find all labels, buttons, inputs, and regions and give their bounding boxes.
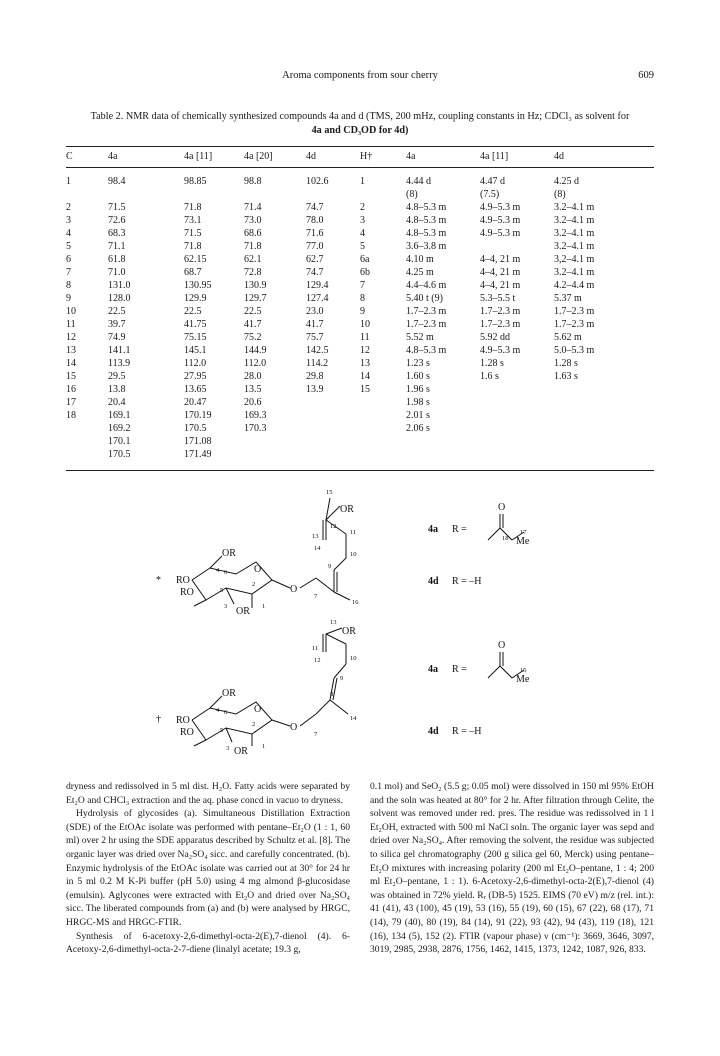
table-cell: 13.65 [184,384,207,395]
table-cell: 4.25 m [406,267,434,278]
table-cell: 41.75 [184,319,207,330]
table-cell: 129.4 [306,280,329,291]
table-cell: 170.3 [244,423,267,434]
table-row [66,267,654,280]
table-cell: 4–4, 21 m [480,254,521,265]
table-cell: 72.6 [108,215,126,226]
table-cell: 13.9 [306,384,324,395]
s2-n6: 6 [224,709,228,716]
paragraph: Hydrolysis of glycosides (a). Simultaneous Distillation Extraction (SDE) of the EtOAc isolate was performed with pentane–Et₂O (1 : 1, 60 ml) over 2 hr using the SDE apparatus described by Schultz et al. [8]. The organic layer was dried over Na₂SO₄ sicc. and carefully concentrated. (b). Enzymic hydrolysis of the EtOAc isolate was carried out at 30° for 24 hr in 5 ml 0.2 M K-Pi buffer (pH 5.0) using 4 mg almond β-glucosidase (emulsin). Aglycones were extracted with Et₂O and dried over Na₂SO₄ sicc. The liberated compounds from (a) and (b) were analysed by HRGC, HRGC-MS and HRGC-FTIR. [66,808,350,928]
table-cell: 74.7 [306,267,324,278]
table-cell: 20.4 [108,397,126,408]
table-cell: 15 [360,384,370,395]
table-cell: 1.7–2.3 m [554,306,595,317]
table-cell: 130.9 [244,280,267,291]
table-cell: 1.7–2.3 m [480,319,521,330]
table-cell: 11 [66,319,76,330]
s1-or-bottom: OR [236,606,250,617]
table-cell: 5.37 m [554,293,582,304]
body-column-left [66,780,350,957]
table-cell: 10 [360,319,370,330]
table-row [66,345,654,358]
s2-n14: 14 [350,715,357,722]
table-cell: 5.62 m [554,332,582,343]
table-cell: 17 [66,397,76,408]
table-cell: 3.2–4.1 m [554,202,595,213]
table-cell: 1 [66,176,71,187]
table-row [66,280,654,293]
table-cell: 12 [66,332,76,343]
s2-ro2: RO [180,727,194,738]
r2a-n15: 15 [520,667,527,674]
table-cell: 5 [360,241,365,252]
s2-n2: 2 [252,721,256,728]
s1-n15: 15 [326,489,333,496]
r1a-n17: 17 [520,529,527,536]
s1-n14: 14 [314,545,321,552]
table-cell: 4.8–5.3 m [406,345,447,356]
caption-line-1: Table 2. NMR data of chemically synthesized compounds 4a and d (TMS, 200 mHz, coupling constants in Hz; CDCl₃ as solvent for [90,111,630,122]
table-cell: 74.9 [108,332,126,343]
table-cell: 62.7 [306,254,324,265]
table-cell: 10 [66,306,76,317]
s1-n6: 6 [224,569,228,576]
r1a-label: 4a [428,524,438,535]
table-cell: 75.15 [184,332,207,343]
s1-n7: 7 [314,593,318,600]
table-cell: 71.1 [108,241,126,252]
table-cell: 171.49 [184,449,212,460]
table-cell: 29.8 [306,371,324,382]
table-cell: 4.8–5.3 m [406,202,447,213]
table-cell: 4–4, 21 m [480,280,521,291]
table-row [66,293,654,306]
s1-ro2: RO [180,587,194,598]
table-row [66,254,654,267]
table-cell: 3,2–4.1 m [554,254,595,265]
body-column-right [370,780,654,957]
structures-figure [0,488,720,778]
table-cell: 1.23 s [406,358,430,369]
table-row [66,176,654,189]
table-caption [66,110,654,138]
r2a-me: Me [516,674,530,685]
s1-o-ring: O [254,564,262,575]
table-row [66,397,654,410]
column-header: 4a [11] [480,151,509,162]
table-cell: 4.9–5.3 m [480,345,521,356]
table-cell: 71.8 [244,241,262,252]
table-cell: 22.5 [184,306,202,317]
table-cell: 22.5 [108,306,126,317]
table-cell: 130.95 [184,280,212,291]
s1-or-top: OR [340,504,354,515]
r2d-req: R = –H [452,726,482,737]
s2-or-top: OR [342,626,356,637]
table-cell: 7 [360,280,365,291]
table-cell: 41.7 [306,319,324,330]
table-cell: 1.98 s [406,397,430,408]
table-row [66,215,654,228]
table-top-rule [66,146,654,147]
table-row [66,189,654,202]
table-row [66,384,654,397]
table-cell: 20.6 [244,397,262,408]
s2-n4: 4 [216,707,220,714]
r2a-req: R = [452,664,467,675]
table-cell: 71.5 [184,228,202,239]
table-cell: 62.1 [244,254,262,265]
table-cell: 23.0 [306,306,324,317]
s1-n4: 4 [216,567,220,574]
table-cell: 169.2 [108,423,131,434]
table-cell: 170.5 [108,449,131,460]
table-cell: 16 [66,384,76,395]
structure2-mark: † [156,714,161,725]
s1-ro: RO [176,575,190,586]
table-header-rule [66,167,654,168]
table-cell: 112.0 [244,358,267,369]
table-cell: 7 [66,267,71,278]
column-header: C [66,151,73,162]
table-cell: 5.92 dd [480,332,510,343]
s1-n11: 11 [350,529,357,536]
s1-n3: 3 [224,603,228,610]
table-row [66,306,654,319]
table-cell: 145.1 [184,345,207,356]
table-cell: 2.01 s [406,410,430,421]
table-cell: 4.4–4.6 m [406,280,447,291]
table-cell: 4.9–5.3 m [480,202,521,213]
table-cell: 3 [66,215,71,226]
table-cell: 13.5 [244,384,262,395]
table-cell: 3.6–3.8 m [406,241,447,252]
structure1-mark: * [156,575,161,586]
table-cell: 4.8–5.3 m [406,215,447,226]
table-cell: 170.5 [184,423,207,434]
table-cell: 8 [360,293,365,304]
table-cell: 28.0 [244,371,262,382]
table-cell: 1.63 s [554,371,578,382]
s2-n11: 11 [312,645,319,652]
r2a-label: 4a [428,664,438,675]
column-header: 4d [306,151,316,162]
table-row [66,202,654,215]
table-cell: 1.7–2.3 m [480,306,521,317]
table-cell: 1.6 s [480,371,499,382]
table-cell: 22.5 [244,306,262,317]
table-cell: 78.0 [306,215,324,226]
s2-n1: 1 [262,743,266,750]
s1-n12: 12 [330,523,337,530]
table-cell: 131.0 [108,280,131,291]
table-cell: 112.0 [184,358,207,369]
r1a-req: R = [452,524,467,535]
s2-o-link: O [290,722,298,733]
table-cell: 41.7 [244,319,262,330]
table-cell: 1.7–2.3 m [406,306,447,317]
column-header: 4a [108,151,118,162]
table-cell: 3.2–4.1 m [554,267,595,278]
table-bottom-rule [66,470,654,471]
table-cell: 128.0 [108,293,131,304]
s2-o-ring: O [254,704,262,715]
structure-drawing [0,488,720,778]
table-cell: 62.15 [184,254,207,265]
table-cell: 3 [360,215,365,226]
table-cell: 3.2–4.1 m [554,215,595,226]
running-title: Aroma components from sour cherry [282,70,438,81]
table-cell: 5 [66,241,71,252]
table-cell: 13.8 [108,384,126,395]
table-cell: 129.9 [184,293,207,304]
paragraph: 0.1 mol) and SeO₂ (5.5 g; 0.05 mol) were dissolved in 150 ml 95% EtOH and the soln was heated at 80° for 2 hr. After filtration through Celite, the solvent was removed under red. pres. The residue was redissolved in 1 l Et₂OH, extracted with 500 ml NaCl soln. The organic layer was sepd and dried over Na₂SO₄. After removing the solvent, the residue was subjected to silica gel chromatography (200 g silica gel 60, Merck) using pentane–Et₂O mixtures with increasing polarity (200 ml Et₂O–pentane, 1 : 4; 200 ml Et₂O–pentane, 1 : 1). 6-Acetoxy-2,6-dimethyl-octa-2(E),7-dienol (4) was obtained in 72% yield. Rᵣ (DB-5) 1525. EIMS (70 eV) m/z (rel. int.): 41 (41), 43 (100), 45 (19), 53 (16), 55 (19), 60 (15), 67 (22), 68 (17), 71 (14), 79 (40), 80 (19), 84 (14), 91 (22), 93 (42), 94 (43), 119 (18), 121 (16), 134 (5), 152 (2). FTIR (vapour phase) ν (cm⁻¹): 3669, 3646, 3097, 3019, 2985, 2938, 2876, 1756, 1462, 1415, 1373, 1242, 1087, 926, 833. [370,781,654,956]
caption-line-2: 4a and CD₃OD for 4d) [311,125,409,136]
table-cell: 9 [66,293,71,304]
table-cell: 4.8–5.3 m [406,228,447,239]
table-row [66,228,654,241]
table-cell: 3.2–4.1 m [554,228,595,239]
s1-or-ring: OR [222,548,236,559]
s1-n1: 1 [262,603,266,610]
r1d-req: R = –H [452,576,482,587]
r1a-o: O [498,502,506,513]
table-cell: 2 [360,202,365,213]
table-cell: 5.3–5.5 t [480,293,516,304]
table-cell: 5.40 t (9) [406,293,443,304]
table-row [66,319,654,332]
table-cell: 169.3 [244,410,267,421]
table-cell: 68.3 [108,228,126,239]
table-cell: 9 [360,306,365,317]
table-cell: 4.9–5.3 m [480,215,521,226]
table-cell: 1 [360,176,365,187]
table-cell: 4 [66,228,71,239]
table-cell: 144.9 [244,345,267,356]
table-cell: 61.8 [108,254,126,265]
table-cell: 1.7–2.3 m [554,319,595,330]
column-header: 4a [406,151,416,162]
table-cell: 75.2 [244,332,262,343]
r2a-o: O [498,640,506,651]
s2-n9: 9 [340,675,344,682]
table-cell: 114.2 [306,358,329,369]
s2-or-bottom: OR [234,746,248,757]
table-cell: 170.1 [108,436,131,447]
table-cell: 71.6 [306,228,324,239]
s2-n10: 10 [350,655,357,662]
s1-o-link: O [290,584,298,595]
table-cell: 14 [360,371,370,382]
table-row [66,423,654,436]
table-cell: 5.0–5.3 m [554,345,595,356]
table-cell: 98.8 [244,176,262,187]
table-cell: 1.28 s [480,358,504,369]
table-cell: 73.1 [184,215,202,226]
page-number: 609 [638,70,654,81]
table-cell: 4.9–5.3 m [480,228,521,239]
column-header: H† [360,151,373,162]
table-cell: 6a [360,254,370,265]
table-cell: 1.7–2.3 m [406,319,447,330]
table-cell: 71.5 [108,202,126,213]
table-row [66,371,654,384]
s2-n8: 8 [330,691,334,698]
s1-n16: 16 [352,599,359,606]
table-header [66,151,654,165]
table-cell: 170.19 [184,410,212,421]
table-cell: (7.5) [480,189,500,200]
s1-n9: 9 [328,563,332,570]
s2-n7: 7 [314,731,318,738]
table-cell: 4–4, 21 m [480,267,521,278]
table-cell: 13 [360,358,370,369]
column-header: 4a [20] [244,151,273,162]
table-cell: 169.1 [108,410,131,421]
table-cell: 171.08 [184,436,212,447]
table-cell: 1.60 s [406,371,430,382]
table-cell: 141.1 [108,345,131,356]
table-cell: 2 [66,202,71,213]
table-cell: 4.47 d [480,176,505,187]
table-cell: 127.4 [306,293,329,304]
column-header: 4d [554,151,564,162]
r1d-label: 4d [428,576,439,587]
table-cell: 74.7 [306,202,324,213]
r1a-me: Me [516,536,530,547]
table-cell: 13 [66,345,76,356]
table-cell: 98.85 [184,176,207,187]
table-cell: 2.06 s [406,423,430,434]
table-cell: 4.10 m [406,254,434,265]
r2d-label: 4d [428,726,439,737]
table-cell: 29.5 [108,371,126,382]
table-cell: 142.5 [306,345,329,356]
s2-n12: 12 [314,657,321,664]
paragraph: Synthesis of 6-acetoxy-2,6-dimethyl-octa-2(E),7-dienol (4). 6-Acetoxy-2,6-dimethyl-octa-2-7-diene (linalyl acetate; 19.3 g, [66,930,350,956]
s1-n10: 10 [350,551,357,558]
table-cell: 71.8 [184,202,202,213]
table-cell: 98.4 [108,176,126,187]
table-cell: 72.8 [244,267,262,278]
table-cell: (8) [406,189,418,200]
s2-n3: 3 [226,745,230,752]
table-cell: 8 [66,280,71,291]
table-cell: 71.8 [184,241,202,252]
table-cell: 12 [360,345,370,356]
table-row [66,436,654,449]
paragraph: dryness and redissolved in 5 ml dist. H₂O. Fatty acids were separated by Et₂O and CHCl₃ extraction and the aq. phase concd in vacuo to dryness. [66,781,350,806]
table-cell: 68.7 [184,267,202,278]
table-cell: 4.2–4.4 m [554,280,595,291]
table-row [66,332,654,345]
table-cell: 4.25 d [554,176,579,187]
s2-n5: 5 [220,727,224,734]
s1-n2: 2 [252,581,256,588]
table-cell: 4 [360,228,365,239]
table-cell: 71.0 [108,267,126,278]
table-cell: 102.6 [306,176,329,187]
table-cell: 73.0 [244,215,262,226]
column-header: 4a [11] [184,151,213,162]
table-cell: 11 [360,332,370,343]
table-cell: 129.7 [244,293,267,304]
table-cell: 1.28 s [554,358,578,369]
s2-or-ring: OR [222,688,236,699]
table-cell: 6 [66,254,71,265]
s2-n13: 13 [330,619,337,626]
table-cell: 5.52 m [406,332,434,343]
table-cell: 3.2–4.1 m [554,241,595,252]
table-cell: (8) [554,189,566,200]
table-cell: 4.44 d [406,176,431,187]
table-cell: 77.0 [306,241,324,252]
s1-n5: 5 [220,587,224,594]
table-cell: 39.7 [108,319,126,330]
table-cell: 68.6 [244,228,262,239]
table-cell: 18 [66,410,76,421]
table-row [66,241,654,254]
s1-n13: 13 [312,533,319,540]
r1a-n18: 18 [502,535,509,542]
table-cell: 71.4 [244,202,262,213]
table-cell: 27.95 [184,371,207,382]
table-cell: 20.47 [184,397,207,408]
table-cell: 113.9 [108,358,131,369]
table-row [66,449,654,462]
nmr-table [66,176,654,466]
table-cell: 15 [66,371,76,382]
table-cell: 6b [360,267,370,278]
s2-ro: RO [176,715,190,726]
table-row [66,410,654,423]
table-cell: 75.7 [306,332,324,343]
table-cell: 14 [66,358,76,369]
table-row [66,358,654,371]
table-cell: 1.96 s [406,384,430,395]
